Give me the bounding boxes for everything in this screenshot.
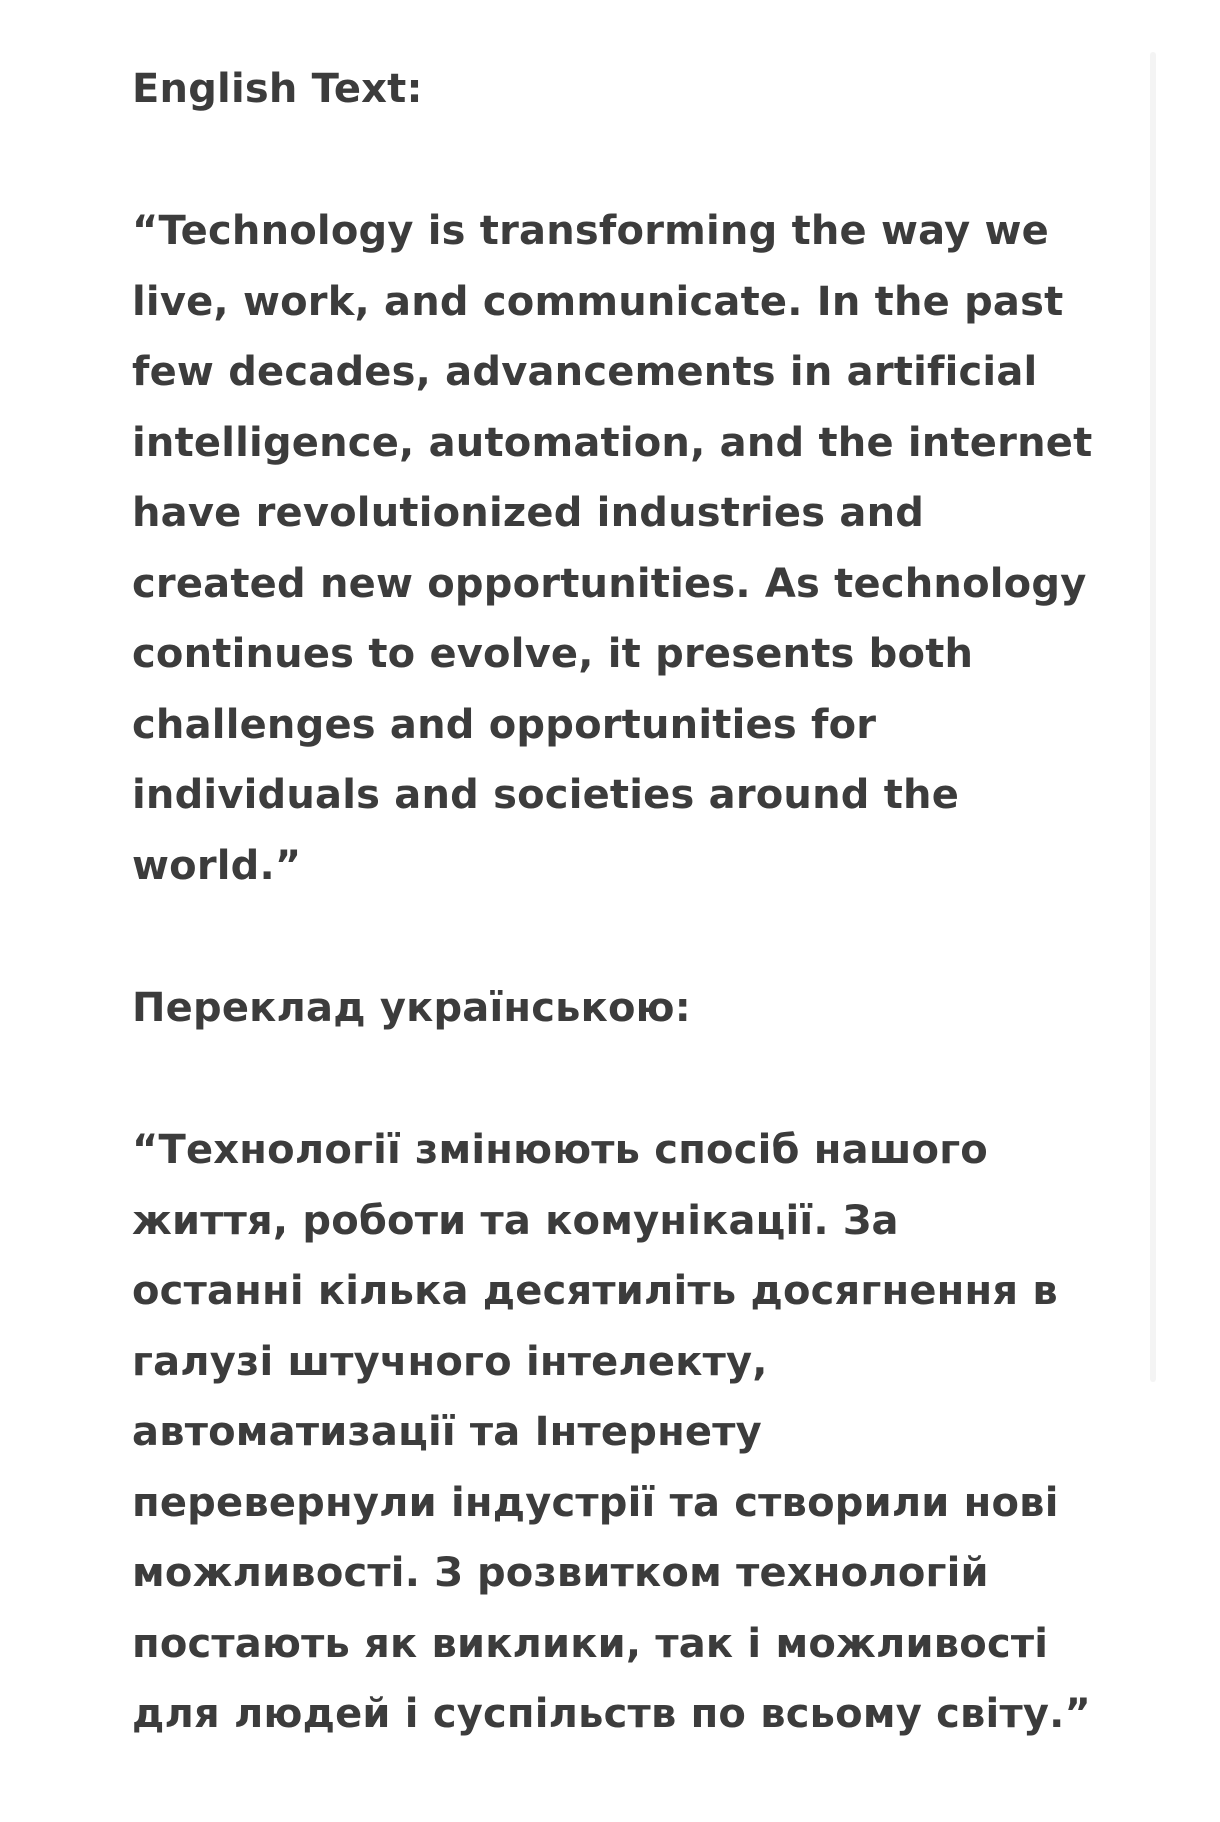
english-paragraph bbox=[132, 196, 1112, 901]
paragraph-line: “Технології змінюють спосіб нашого bbox=[132, 1127, 988, 1173]
paragraph-line: постають як виклики, так і можливості bbox=[132, 1620, 1049, 1667]
paragraph-line: “Technology is transforming the way we bbox=[132, 208, 1050, 254]
paragraph-line: have revolutionized industries and bbox=[132, 490, 925, 536]
paragraph-line: created new opportunities. As technology bbox=[132, 560, 1087, 607]
scrollbar-track[interactable] bbox=[1150, 52, 1156, 1382]
paragraph-line: галузі штучного інтелекту, bbox=[132, 1338, 768, 1385]
ukrainian-paragraph bbox=[132, 1115, 1112, 1750]
english-heading: English Text: bbox=[132, 66, 423, 112]
paragraph-line: world.” bbox=[132, 842, 302, 889]
paragraph-line: перевернули індустрії та створили нові bbox=[132, 1479, 1059, 1526]
paragraph-line: individuals and societies around the bbox=[132, 772, 960, 818]
paragraph-line: можливості. З розвитком технологій bbox=[132, 1550, 989, 1596]
paragraph-line: live, work, and communicate. In the past bbox=[132, 278, 1064, 325]
paragraph-line: continues to evolve, it presents both bbox=[132, 631, 974, 677]
paragraph-line: intelligence, automation, and the internet bbox=[132, 419, 1093, 466]
ukrainian-heading: Переклад українською: bbox=[132, 985, 691, 1031]
paragraph-line: для людей і суспільств по всьому світу.” bbox=[132, 1691, 1091, 1737]
paragraph-line: few decades, advancements in artificial bbox=[132, 349, 1038, 395]
paragraph-line: останні кілька десятиліть досягнення в bbox=[132, 1268, 1058, 1314]
paragraph-line: життя, роботи та комунікації. За bbox=[132, 1197, 899, 1244]
paragraph-line: автоматизації та Інтернету bbox=[132, 1409, 762, 1455]
document-body bbox=[132, 54, 1112, 1822]
paragraph-line: challenges and opportunities for bbox=[132, 701, 877, 748]
